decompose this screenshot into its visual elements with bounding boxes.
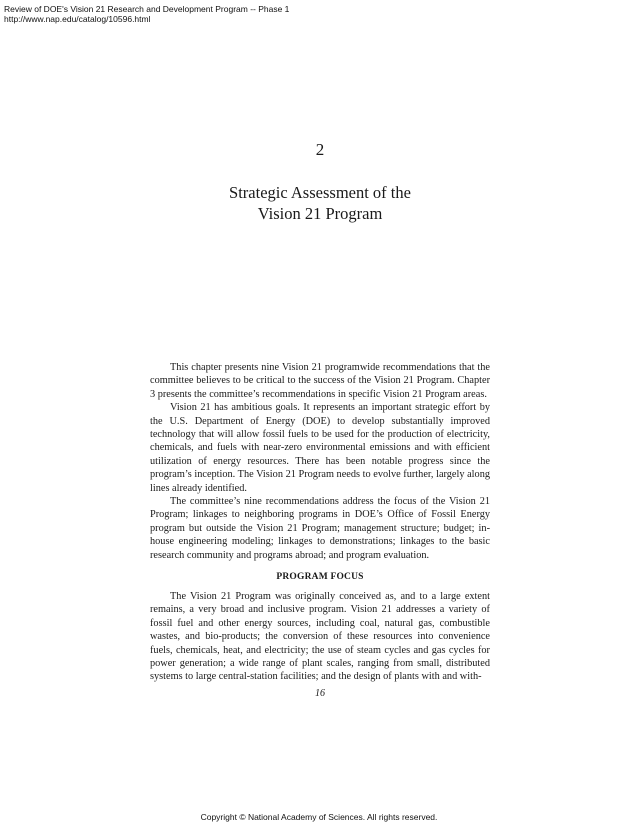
section-paragraph: The Vision 21 Program was originally conceived as, and to a large extent remains, a very broad and inclusive program. Vision 21 addresses a variety of fossil fuel and other energy sources, including coal, natural gas, combustible wastes, and bio-products; the conversion of these resources into convenience fuels, chemicals, heat, and electricity; the use of steam cycles and gas cycles for power generation; a wide range of plant scales, ranging from small, distributed systems to large central-station facilities; and the design of plants with and with- — [150, 591, 490, 683]
chapter-title — [150, 182, 490, 224]
chapter-number: 2 — [315, 140, 325, 159]
chapter-title-line-2: Vision 21 Program — [257, 204, 383, 223]
section-text — [150, 590, 490, 684]
page-number: 16 — [315, 688, 325, 699]
chapter-title-line-1: Strategic Assessment of the — [229, 183, 411, 202]
intro-paragraph: Vision 21 has ambitious goals. It represents an important strategic effort by the U.S. Department of Energy (DOE) to develop substantially improved technology that will allow fossil fuels to be used for the production of electricity, chemicals, and fuels with near-zero environmental emissions and with efficient utilization of energy resources. There has been notable progress since the program’s inception. The Vision 21 Program needs to evolve further, largely along lines already identified. — [150, 402, 490, 494]
section-heading: PROGRAM FOCUS — [276, 572, 364, 582]
header-title: Review of DOE's Vision 21 Research and Development Program -- Phase 1 — [4, 4, 290, 14]
copyright-footer: Copyright © National Academy of Sciences. All rights reserved. — [200, 812, 438, 822]
header-url[interactable]: http://www.nap.edu/catalog/10596.html — [4, 14, 151, 24]
intro-text — [150, 361, 490, 562]
intro-paragraph: This chapter presents nine Vision 21 programwide recommendations that the committee believes to be critical to the success of the Vision 21 Program. Chapter 3 presents the committee’s recommendations in specific Vision 21 Program areas. — [150, 362, 490, 400]
intro-paragraph: The committee’s nine recommendations address the focus of the Vision 21 Program; linkages to neighboring programs in DOE’s Office of Fossil Energy program but outside the Vision 21 Program; management structure; budget; in-house engineering modeling; linkages to demonstrations; linkages to the basic research community and programs abroad; and program evaluation. — [150, 496, 490, 561]
